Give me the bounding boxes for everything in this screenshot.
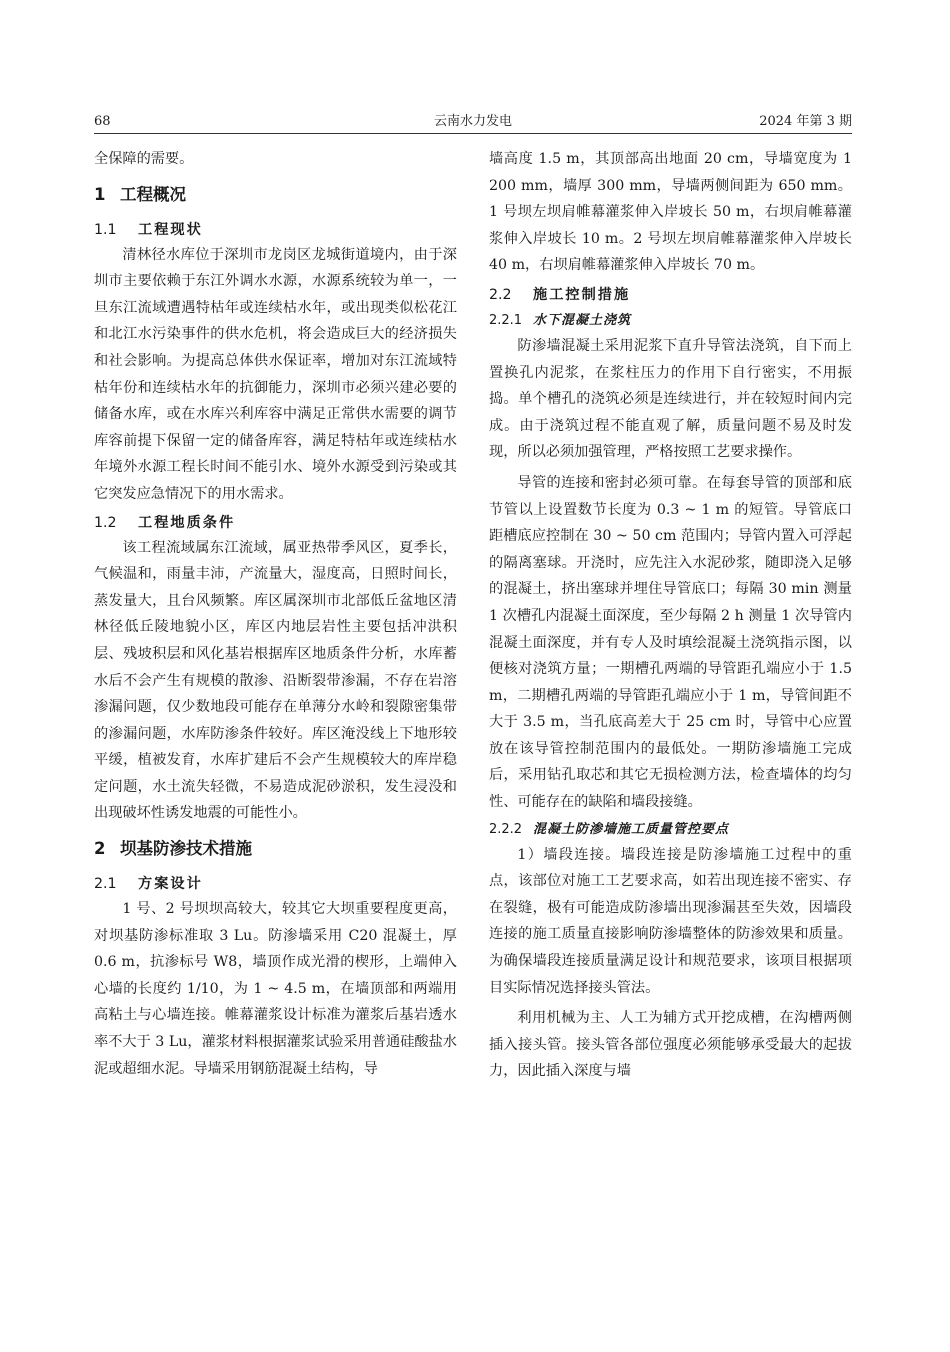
paragraph-scheme-design: 1 号、2 号坝坝高较大，较其它大坝重要程度更高，对坝基防渗标准取 3 Lu。防渗墙采用 C20 混凝土，厚 0.6 m，抗渗标号 W8，墙顶作成光滑的楔形，上端伸入心墙的长度约 1/10，为 1 ~ 4.5 m，在墙顶部和两端用高粘土与心墙连接。帷幕灌浆设计标准为灌浆后基岩透水率不大于 3 Lu，灌浆材料根据灌浆试验采用普通硅酸盐水泥或超细水泥。导墙采用钢筋混凝土结构，导 bbox=[94, 901, 457, 1077]
issue-label: 2024 年第 3 期 bbox=[759, 114, 852, 129]
subsection-number: 1.2 bbox=[94, 514, 117, 531]
subsubsection-heading-2-2-1 bbox=[489, 309, 852, 333]
section-number: 2 bbox=[94, 839, 106, 859]
subsection-heading-1-2 bbox=[94, 511, 457, 535]
subsection-title: 工程现状 bbox=[138, 221, 203, 238]
paragraph-geology: 该工程流域属东江流域，属亚热带季风区，夏季长，气候温和，雨量丰沛，产流量大，湿度高，日照时间长，蒸发量大，且台风频繁。库区属深圳市北部低丘盆地区清林径低丘陵地貌小区，库区内地层岩性主要包括冲洪积层、残坡积层和风化基岩根据库区地质条件分析，水库蓄水后不会产生有规模的散渗、沿断裂带渗漏，不存在岩溶渗漏问题，仅少数地段可能存在单薄分水岭和裂隙密集带的渗漏问题，水库防渗条件较好。库区淹没线上下地形较平缓，植被发育，水库扩建后不会产生规模较大的库岸稳定问题，水土流失轻微，不易造成泥砂淤积，发生浸没和出现破坏性诱发地震的可能性小。 bbox=[94, 539, 457, 822]
header-divider bbox=[94, 133, 852, 134]
journal-title: 云南水力发电 bbox=[433, 114, 512, 129]
subsection-number: 2.2 bbox=[489, 286, 512, 303]
section-heading-2 bbox=[94, 836, 457, 862]
subsection-heading-2-2 bbox=[489, 283, 852, 307]
subsection-heading-1-1 bbox=[94, 218, 457, 242]
left-column bbox=[94, 146, 457, 1276]
subsection-number: 1.1 bbox=[94, 221, 117, 238]
subsubsection-title: 水下混凝土浇筑 bbox=[533, 312, 632, 328]
subsection-heading-2-1 bbox=[94, 872, 457, 896]
section-title: 坝基防渗技术措施 bbox=[120, 839, 252, 859]
paragraph-excavation: 利用机械为主、人工为辅方式开挖成槽，在沟槽两侧插入接头管。接头管各部位强度必须能够承受最大的起拔力，因此插入深度与墙 bbox=[489, 1010, 852, 1080]
section-heading-1 bbox=[94, 182, 457, 208]
subsubsection-number: 2.2.2 bbox=[489, 821, 523, 837]
right-column bbox=[489, 146, 852, 1276]
section-title: 工程概况 bbox=[120, 184, 186, 204]
subsubsection-number: 2.2.1 bbox=[489, 312, 523, 328]
section-number: 1 bbox=[94, 184, 106, 204]
subsubsection-heading-2-2-2 bbox=[489, 818, 852, 842]
page-header bbox=[94, 112, 852, 134]
paragraph-scheme-design-continued: 墙高度 1.5 m，其顶部高出地面 20 cm，导墙宽度为 1 200 mm，墙厚 300 mm，导墙两侧间距为 650 mm。1 号坝左坝肩帷幕灌浆伸入岸坡长 50 m，右坝肩帷幕灌浆伸入岸坡长 10 m。2 号坝左坝肩帷幕灌浆伸入岸坡长 40 m，右坝肩帷幕灌浆伸入岸坡长 70 m。 bbox=[489, 151, 852, 274]
paragraph-wall-joint: 1）墙段连接。墙段连接是防渗墙施工过程中的重点，该部位对施工工艺要求高，如若出现连接不密实、存在裂缝，极有可能造成防渗墙出现渗漏甚至失效，因墙段连接的施工质量直接影响防渗墙整体的防渗效果和质量。为确保墙段连接质量满足设计和规范要求，该项目根据项目实际情况选择接头管法。 bbox=[489, 846, 852, 996]
paragraph-project-status: 清林径水库位于深圳市龙岗区龙城街道境内，由于深圳市主要依赖于东江外调水水源，水源系统较为单一，一旦东江流域遭遇特枯年或连续枯水年，或出现类似松花江和北江水污染事件的供水危机，将会造成巨大的经济损失和社会影响。为提高总体供水保证率，增加对东江流域特枯年份和连续枯水年的抗御能力，深圳市必须兴建必要的储备水库，或在水库兴利库容中满足正常供水需要的调节库容前提下保留一定的储备库容，满足特枯年或连续枯水年境外水源工程长时间不能引水、境外水源受到污染或其它突发应急情况下的用水需求。 bbox=[94, 246, 457, 502]
subsection-title: 工程地质条件 bbox=[138, 514, 236, 531]
subsection-title: 施工控制措施 bbox=[533, 286, 631, 303]
subsection-title: 方案设计 bbox=[138, 876, 203, 893]
subsubsection-title: 混凝土防渗墙施工质量管控要点 bbox=[533, 821, 730, 837]
subsection-number: 2.1 bbox=[94, 876, 117, 893]
page-number: 68 bbox=[94, 114, 111, 129]
paragraph-underwater-concrete: 防渗墙混凝土采用泥浆下直升导管法浇筑，自下而上置换孔内泥浆，在浆柱压力的作用下自行密实，不用振捣。单个槽孔的浇筑必须是连续进行，并在较短时间内完成。由于浇筑过程不能直观了解，质量问题不易及时发现，所以必须加强管理，严格按照工艺要求操作。 bbox=[489, 337, 852, 461]
paragraph-continued: 全保障的需要。 bbox=[94, 151, 194, 167]
paragraph-conduit-connection: 导管的连接和密封必须可靠。在每套导管的顶部和底节管以上设置数节长度为 0.3 ~ 1 m 的短管。导管底口距槽底应控制在 30 ~ 50 cm 范围内；导管内置入可浮起的隔离塞球。开浇时，应先注入水泥砂浆，随即浇入足够的混凝土，挤出塞球并埋住导管底口；每隔 30 min 测量 1 次槽孔内混凝土面深度，至少每隔 2 h 测量 1 次导管内混凝土面深度，并有专人及时填绘混凝土浇筑指示图，以便核对浇筑方量；一期槽孔两端的导管距孔端应小于 1.5 m，二期槽孔两端的导管距孔端应小于 1 m，导管间距不大于 3.5 m，当孔底高差大于 25 cm 时，导管中心应置放在该导管控制范围内的最低处。一期防渗墙施工完成后，采用钻孔取芯和其它无损检测方法，检查墙体的均匀性、可能存在的缺陷和墙段接缝。 bbox=[489, 474, 852, 811]
